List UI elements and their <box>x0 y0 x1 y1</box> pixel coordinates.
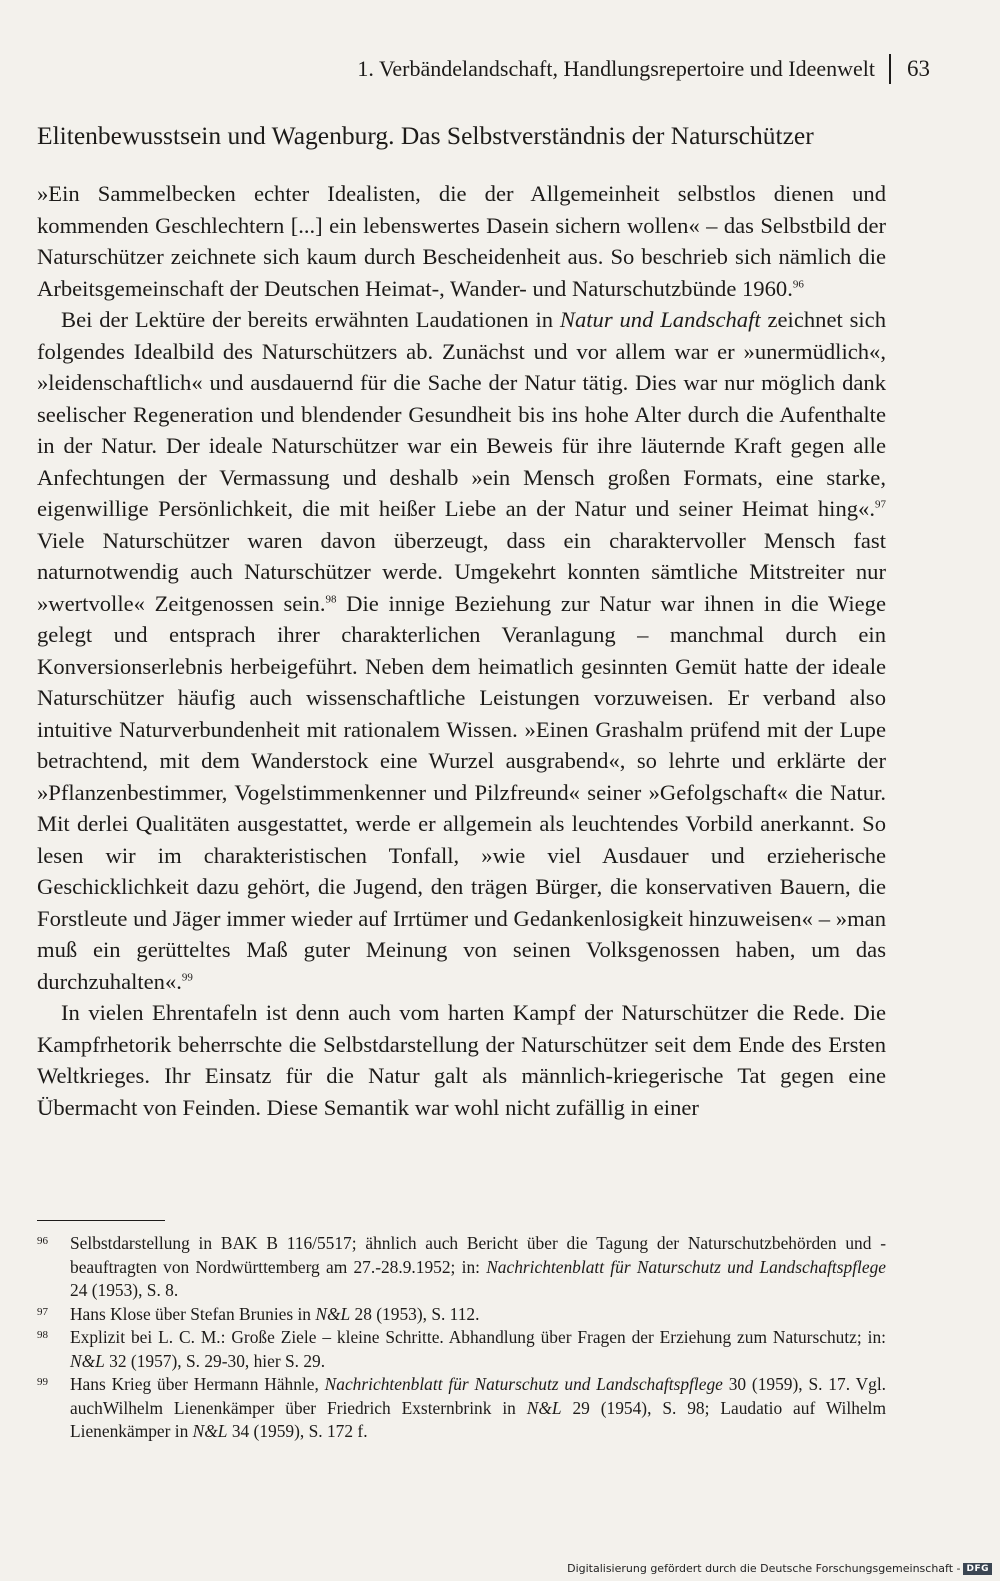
footnote-journal-title: N&L <box>192 1421 228 1441</box>
footnote-ref-98[interactable]: 98 <box>325 592 337 605</box>
digitization-text: Digitalisierung gefördert durch die Deutsche Forschungsgemeinschaft - <box>567 1562 961 1575</box>
footnote-ref-96[interactable]: 96 <box>792 277 804 290</box>
footnote-text-part: 30 (1959), S. 17. Vgl. auchWilhelm Lienenkämper über Friedrich Exsternbrink in <box>70 1374 886 1418</box>
digitization-credit <box>567 1562 992 1575</box>
footnote-text-part: 34 (1959), S. 172 f. <box>227 1421 368 1441</box>
footnote-text <box>70 1326 886 1373</box>
footnote-97 <box>37 1303 886 1327</box>
running-head-title: 1. Verbändelandschaft, Handlungsrepertoire und Ideenwelt <box>357 56 875 81</box>
footnote-number: 97 <box>37 1305 48 1318</box>
footnote-98 <box>37 1326 886 1373</box>
footnote-ref-97[interactable]: 97 <box>875 498 886 511</box>
footnote-text-part: 24 (1953), S. 8. <box>70 1280 179 1300</box>
footnote-journal-title: Nachrichtenblatt für Naturschutz und Landschaftspflege <box>486 1256 886 1277</box>
footnote-text-part: Explizit bei L. C. M.: Große Ziele – kleine Schritte. Abhandlung über Fragen der Erziehung zum Naturschutz; in: <box>70 1327 886 1347</box>
footnote-text-part: 32 (1957), S. 29-30, hier S. 29. <box>104 1350 326 1371</box>
footnote-ref-99[interactable]: 99 <box>181 970 193 983</box>
section-title: Elitenbewusstsein und Wagenburg. Das Selbstverständnis der Naturschützer <box>37 121 814 150</box>
footnote-number: 98 <box>37 1329 48 1341</box>
footnote-text-part: Selbstdarstellung in BAK B 116/5517; ähnlich auch Bericht über die Tagung der Naturschutzbehörden und -beauftragten von Nordwürttemberg am 27.-28.9.1952; in: <box>70 1233 886 1277</box>
footnote-journal-title: N&L <box>315 1303 351 1324</box>
footnote-number: 99 <box>37 1376 48 1388</box>
paragraph-2-journal-title: Natur und Landschaft <box>559 307 761 332</box>
paragraph-1-text: »Ein Sammelbecken echter Idealisten, die der Allgemeinheit selbstlos dienen und kommenden Geschlechtern [...] ein lebenswertes Dasein sichern wollen« – das Selbstbild der Naturschützer zeichnete sich kaum durch Bescheidenheit aus. So beschrieb sich nämlich die Arbeitsgemeinschaft der Deutschen Heimat-, Wander- und Naturschutzbünde 1960. <box>37 181 886 301</box>
dfg-logo: DFG <box>963 1563 992 1575</box>
footnote-text-part: 29 (1954), S. 98; Laudatio auf Wilhelm Lienenkämper in <box>70 1397 886 1441</box>
footnote-text <box>70 1373 886 1444</box>
body-text <box>37 178 886 1123</box>
paragraph-3: In vielen Ehrentafeln ist denn auch vom harten Kampf der Naturschützer die Rede. Die Kampfrhetorik beherrschte die Selbstdarstellung der Naturschützer seit dem Ende des Ersten Weltkrieges. Ihr Einsatz für die Natur galt als männlich-kriegerische Tat gegen eine Übermacht von Feinden. Diese Semantik war wohl nicht zufällig in einer <box>37 1000 886 1120</box>
footnote-text <box>70 1232 886 1303</box>
paragraph-2-text-b: zeichnet sich folgendes Idealbild des Naturschützers ab. Zunächst und vor allem war er »unermüdlich«, »leidenschaftlich« und ausdauernd für die Sache der Natur tätig. Dies war nur möglich dank seelischer Regeneration und blendender Gesundheit bis ins hohe Alter durch die Aufenthalte in der Natur. Der ideale Naturschützer war ein Beweis für ihre läuternde Kraft gegen alle Anfechtungen der Vermassung und deshalb »ein Mensch großen Formats, eine starke, eigenwillige Persönlichkeit, die mit heißer Liebe an der Natur und seiner Heimat hing«. <box>37 307 886 521</box>
footnote-journal-title: N&L <box>70 1350 105 1371</box>
paragraph-2-text-c: Viele Naturschützer waren davon überzeugt, dass ein charaktervoller Mensch fast naturnotwendig auch Naturschützer werde. Umgekehrt konnten sämtliche Mitstreiter nur »wertvolle« Zeitgenossen sein. <box>37 527 886 616</box>
footnote-number: 96 <box>37 1235 48 1247</box>
footnotes <box>37 1232 886 1444</box>
footnote-text <box>70 1303 886 1327</box>
paragraph-2-text-d: Die innige Beziehung zur Natur war ihnen in die Wiege gelegt und entsprach ihrer charakterlichen Veranlagung – manchmal durch ein Konversionserlebnis herbeigeführt. Neben dem heimatlich gesinnten Gemüt hatte der ideale Naturschützer häufig auch wissenschaftliche Leistungen vorzuweisen. Er verband also intuitive Naturverbundenheit mit rationalem Wissen. »Einen Grashalm prüfend mit der Lupe betrachtend, mit dem Wanderstock eine Wurzel ausgrabend«, so lehrte und erklärte der »Pflanzenbestimmer, Vogelstimmenkenner und Pilzfreund« seiner »Gefolgschaft« die Natur. Mit derlei Qualitäten ausgestattet, werde er allgemein als leuchtendes Vorbild anerkannt. So lesen wir im charakteristischen Tonfall, »wie viel Ausdauer und erzieherische Geschicklichkeit dazu gehört, die Jugend, den trägen Bürger, die konservativen Bauern, die Forstleute und Jäger immer wieder auf Irrtümer und Gedankenlosigkeit hinzuweisen« – »man muß ein gerütteltes Maß guter Meinung von seinen Volksgenossen haben, um das durchzuhalten«. <box>37 590 886 994</box>
paragraph-2-text-a: Bei der Lektüre der bereits erwähnten Laudationen in <box>61 307 560 332</box>
footnote-text-part: Hans Klose über Stefan Brunies in <box>70 1303 316 1324</box>
running-head <box>357 54 930 84</box>
running-head-divider <box>889 54 891 84</box>
footnote-journal-title: Nachrichtenblatt für Naturschutz und Landschaftspflege <box>324 1374 723 1394</box>
footnote-text-part: 28 (1953), S. 112. <box>350 1303 480 1324</box>
paragraph-2 <box>37 304 886 997</box>
page-number: 63 <box>907 56 930 81</box>
paragraph-1 <box>37 178 886 304</box>
footnote-99 <box>37 1373 886 1444</box>
footnote-separator <box>37 1220 165 1221</box>
footnote-text-part: Hans Krieg über Hermann Hähnle, <box>70 1374 325 1394</box>
footnote-96 <box>37 1232 886 1303</box>
footnote-journal-title: N&L <box>526 1397 562 1418</box>
